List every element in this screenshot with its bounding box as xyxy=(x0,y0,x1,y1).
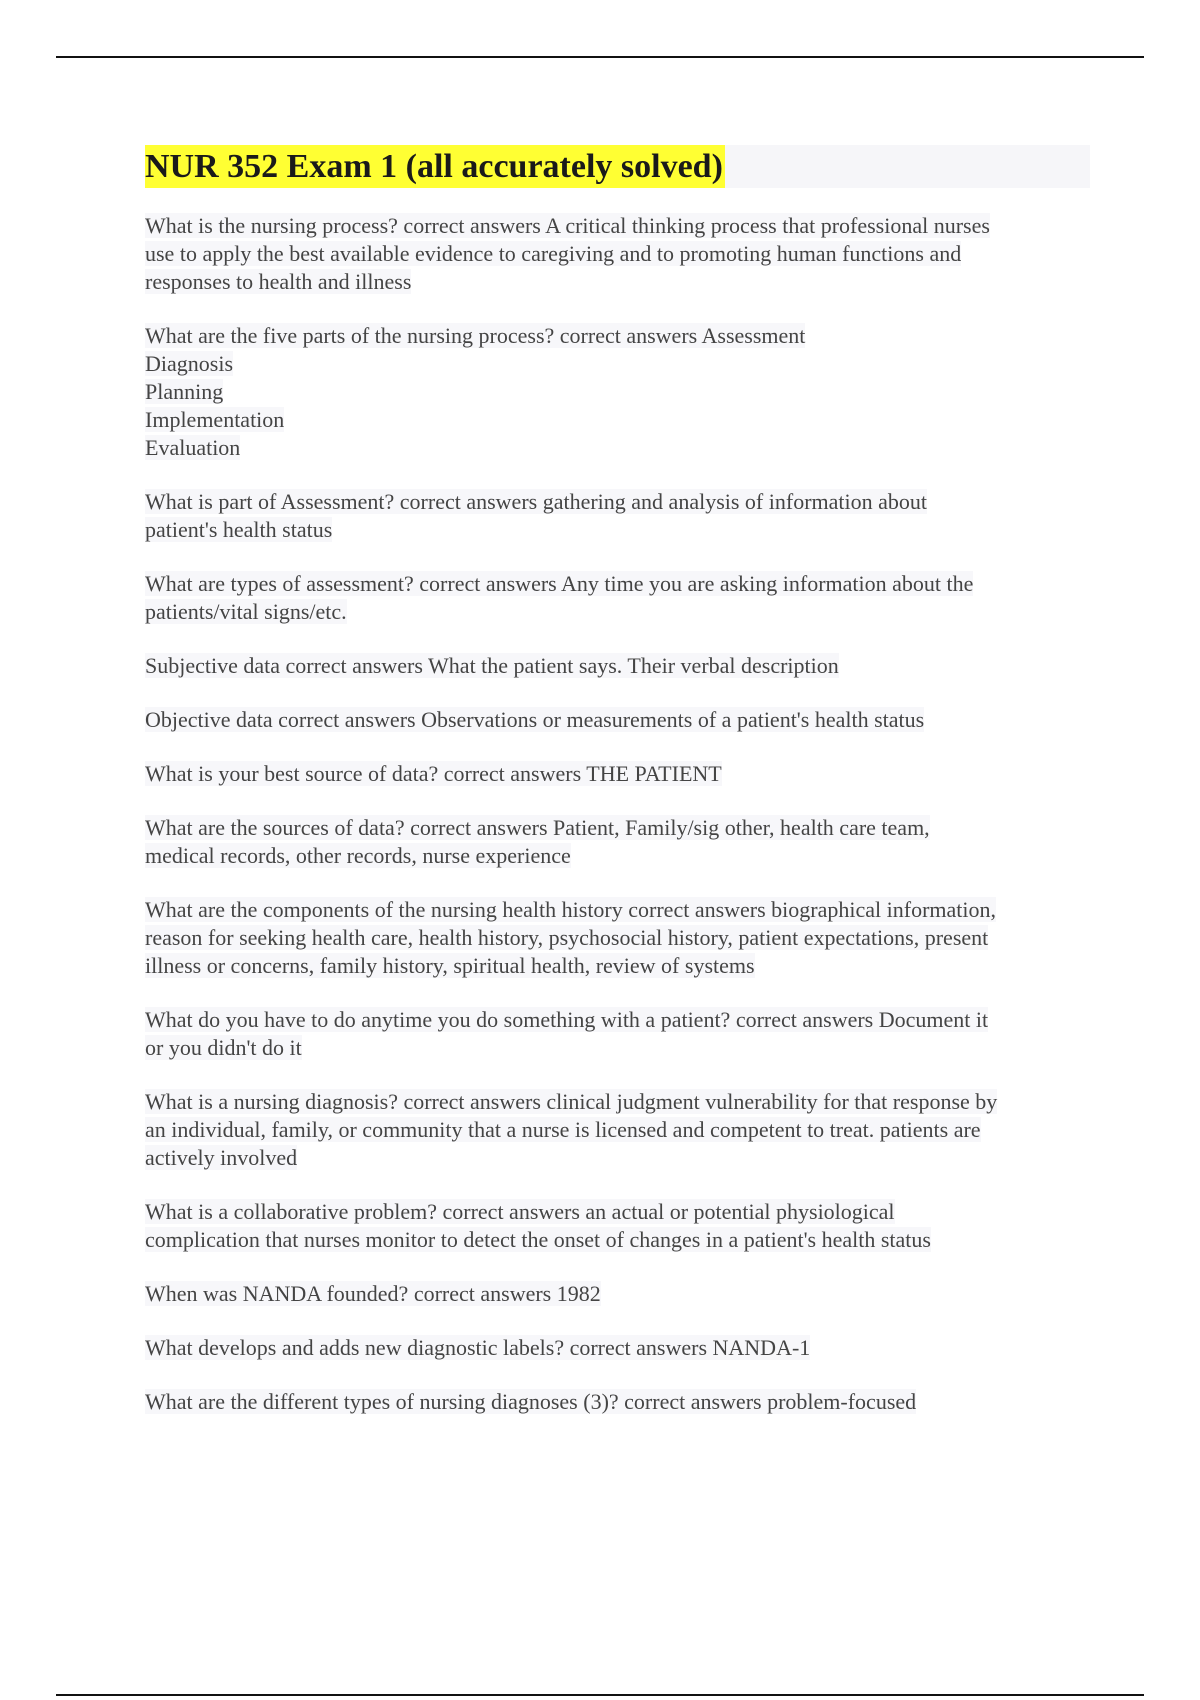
qa-entry xyxy=(145,1198,1090,1254)
qa-line xyxy=(145,406,1090,434)
qa-line xyxy=(145,1280,1090,1308)
qa-line-text: What are the different types of nursing diagnoses (3)? correct answers problem-focused xyxy=(145,1389,917,1414)
qa-line-text: What are the components of the nursing health history correct answers biographical information, xyxy=(145,897,997,922)
qa-line xyxy=(145,598,1090,626)
qa-line xyxy=(145,322,1090,350)
document-body xyxy=(145,145,1090,1442)
header-rule xyxy=(56,56,1144,58)
qa-line-text: Subjective data correct answers What the patient says. Their verbal description xyxy=(145,653,839,678)
qa-line xyxy=(145,924,1090,952)
qa-line xyxy=(145,952,1090,980)
qa-line xyxy=(145,706,1090,734)
qa-line xyxy=(145,760,1090,788)
qa-line-text: or you didn't do it xyxy=(145,1035,302,1060)
qa-entry xyxy=(145,1088,1090,1172)
qa-line xyxy=(145,1144,1090,1172)
qa-line xyxy=(145,434,1090,462)
qa-line-text: When was NANDA founded? correct answers 1982 xyxy=(145,1281,601,1306)
qa-line xyxy=(145,814,1090,842)
qa-line-text: What develops and adds new diagnostic labels? correct answers NANDA-1 xyxy=(145,1335,811,1360)
qa-line xyxy=(145,516,1090,544)
qa-entry xyxy=(145,1334,1090,1362)
qa-line-text: What are the five parts of the nursing process? correct answers Assessment xyxy=(145,323,806,348)
qa-line xyxy=(145,652,1090,680)
qa-line xyxy=(145,350,1090,378)
qa-line-text: illness or concerns, family history, spiritual health, review of systems xyxy=(145,953,755,978)
document-title: NUR 352 Exam 1 (all accurately solved) xyxy=(145,145,725,188)
qa-entry xyxy=(145,1006,1090,1062)
qa-line-text: Implementation xyxy=(145,407,285,432)
qa-line xyxy=(145,842,1090,870)
qa-entry xyxy=(145,814,1090,870)
qa-line xyxy=(145,1226,1090,1254)
qa-line xyxy=(145,1198,1090,1226)
qa-line-text: What is a nursing diagnosis? correct answers clinical judgment vulnerability for that response by xyxy=(145,1089,998,1114)
qa-line xyxy=(145,1388,1090,1416)
qa-line-text: Objective data correct answers Observations or measurements of a patient's health status xyxy=(145,707,925,732)
qa-line xyxy=(145,570,1090,598)
qa-entry xyxy=(145,652,1090,680)
qa-line-text: patient's health status xyxy=(145,517,333,542)
qa-line-text: What are the sources of data? correct answers Patient, Family/sig other, health care team, xyxy=(145,815,930,840)
qa-line xyxy=(145,1334,1090,1362)
qa-line xyxy=(145,1006,1090,1034)
qa-line-text: Planning xyxy=(145,379,224,404)
qa-entry xyxy=(145,1388,1090,1416)
qa-line-text: medical records, other records, nurse experience xyxy=(145,843,571,868)
qa-line xyxy=(145,1116,1090,1144)
qa-line-text: use to apply the best available evidence to caregiving and to promoting human functions and xyxy=(145,241,962,266)
footer-rule xyxy=(56,1694,1144,1696)
qa-line xyxy=(145,1034,1090,1062)
qa-line xyxy=(145,378,1090,406)
qa-line xyxy=(145,1088,1090,1116)
qa-line-text: reason for seeking health care, health history, psychosocial history, patient expectations, present xyxy=(145,925,989,950)
qa-line-text: Evaluation xyxy=(145,435,241,460)
qa-entry xyxy=(145,212,1090,296)
qa-entry xyxy=(145,1280,1090,1308)
qa-line-text: responses to health and illness xyxy=(145,269,412,294)
qa-line xyxy=(145,212,1090,240)
qa-line-text: What are types of assessment? correct answers Any time you are asking information about the xyxy=(145,571,974,596)
qa-line xyxy=(145,896,1090,924)
qa-line-text: actively involved xyxy=(145,1145,298,1170)
qa-entry xyxy=(145,896,1090,980)
qa-entry xyxy=(145,706,1090,734)
qa-line-text: patients/vital signs/etc. xyxy=(145,599,347,624)
qa-entry xyxy=(145,760,1090,788)
qa-line xyxy=(145,240,1090,268)
qa-line-text: What is a collaborative problem? correct answers an actual or potential physiological xyxy=(145,1199,895,1224)
qa-line-text: What is your best source of data? correct answers THE PATIENT xyxy=(145,761,722,786)
qa-line-text: an individual, family, or community that a nurse is licensed and competent to treat. patients are xyxy=(145,1117,981,1142)
qa-line-text: What do you have to do anytime you do something with a patient? correct answers Document it xyxy=(145,1007,989,1032)
qa-entry xyxy=(145,322,1090,462)
qa-line-text: What is part of Assessment? correct answers gathering and analysis of information about xyxy=(145,489,927,514)
title-bar xyxy=(145,145,1090,188)
qa-line-text: What is the nursing process? correct answers A critical thinking process that professional nurses xyxy=(145,213,990,238)
qa-entry xyxy=(145,488,1090,544)
qa-entry xyxy=(145,570,1090,626)
qa-line xyxy=(145,488,1090,516)
qa-line-text: complication that nurses monitor to detect the onset of changes in a patient's health status xyxy=(145,1227,931,1252)
qa-list xyxy=(145,212,1090,1416)
qa-line-text: Diagnosis xyxy=(145,351,233,376)
qa-line xyxy=(145,268,1090,296)
